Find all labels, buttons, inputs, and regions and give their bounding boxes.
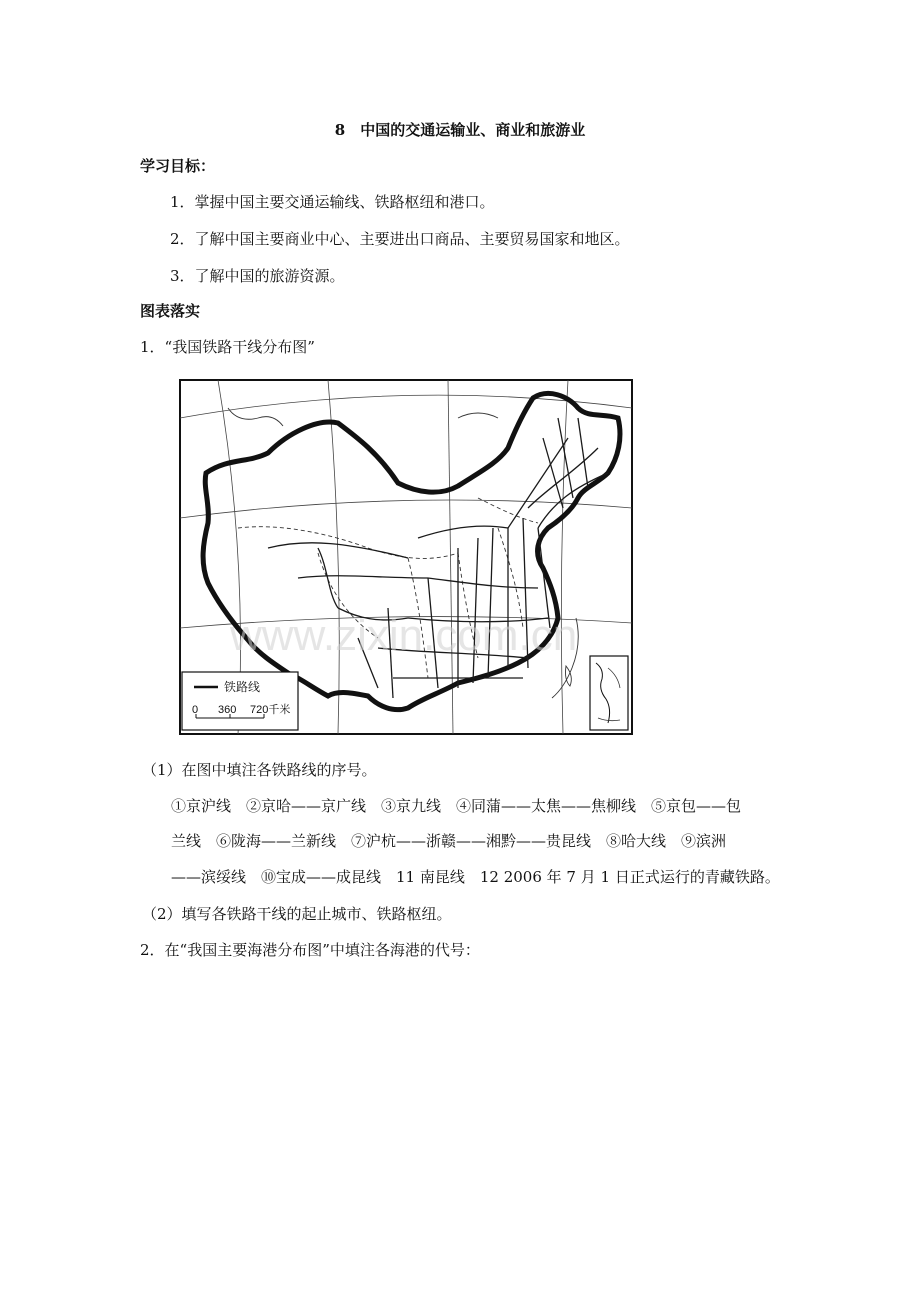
south-china-sea-inset — [590, 656, 628, 730]
item-1-title: 1．“我国铁路干线分布图” — [140, 338, 315, 356]
item-1-subquestion-2: （2）填写各铁路干线的起止城市、铁路枢纽。 — [142, 905, 452, 923]
section-heading: 图表落实 — [140, 302, 201, 320]
legend-railway-label: 铁路线 — [224, 680, 261, 694]
railway-lines-row-2: 兰线 ⑥陇海——兰新线 ⑦沪杭——浙赣——湘黔——贵昆线 ⑧哈大线 ⑨滨洲 — [171, 832, 727, 850]
item-2-instruction: 2．在“我国主要海港分布图”中填注各海港的代号： — [140, 941, 480, 959]
item-1-subquestion-1: （1）在图中填注各铁路线的序号。 — [142, 761, 377, 779]
goal-item-3: 3．了解中国的旅游资源。 — [170, 267, 345, 285]
scale-tick-0: 0 — [192, 704, 199, 716]
scale-tick-720: 720千米 — [250, 704, 291, 716]
map-legend — [182, 672, 298, 730]
railway-map-figure — [178, 378, 634, 736]
scale-tick-360: 360 — [218, 704, 237, 716]
railway-lines-row-1: ①京沪线 ②京哈——京广线 ③京九线 ④同蒲——太焦——焦柳线 ⑤京包——包 — [171, 797, 742, 815]
learning-goals-heading: 学习目标： — [140, 157, 216, 175]
watermark-text: www.zixin.com.cn — [230, 611, 578, 660]
document-title: 8 中国的交通运输业、商业和旅游业 — [334, 121, 586, 139]
goal-item-1: 1．掌握中国主要交通运输线、铁路枢纽和港口。 — [170, 193, 495, 211]
goal-item-2: 2．了解中国主要商业中心、主要进出口商品、主要贸易国家和地区。 — [170, 230, 630, 248]
railway-map-svg — [178, 378, 634, 736]
railway-lines-row-3: ——滨绥线 ⑩宝成——成昆线 11 南昆线 12 2006 年 7 月 1 日正式运行的青藏铁路。 — [171, 868, 780, 886]
